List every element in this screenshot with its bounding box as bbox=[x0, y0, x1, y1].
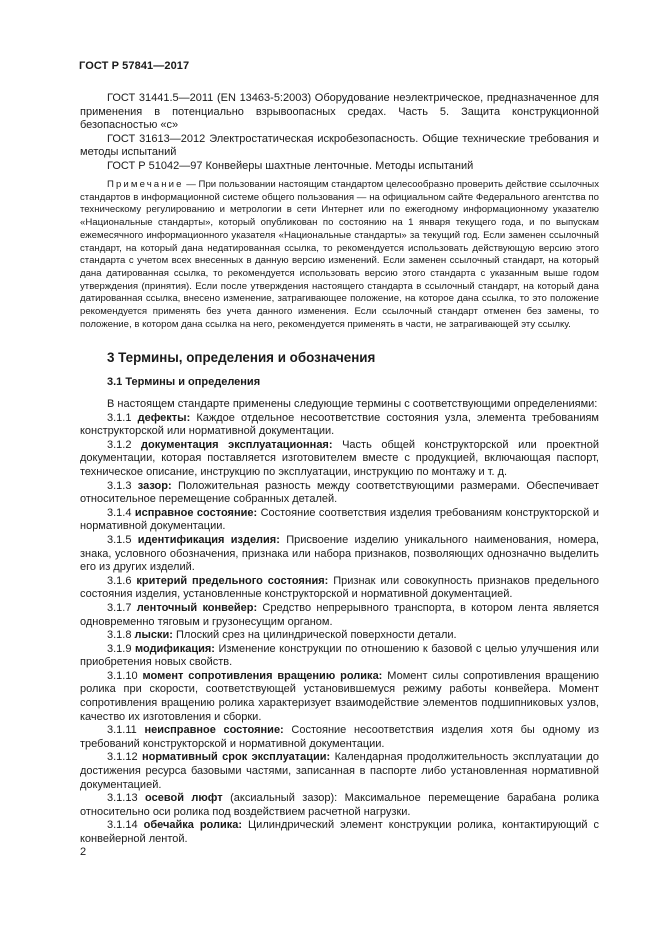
term-entry bbox=[80, 575, 599, 602]
term-number: 3.1.12 bbox=[107, 751, 142, 764]
term-entry bbox=[80, 724, 599, 751]
term-number: 3.1.11 bbox=[107, 724, 145, 737]
term-entry bbox=[80, 670, 599, 724]
term-number: 3.1.9 bbox=[107, 642, 135, 655]
term-number: 3.1.10 bbox=[107, 669, 143, 682]
term-definition: Средство непрерывного транспорта, в котором лента является одновременно тяговым и грузонесущим органом. bbox=[80, 601, 599, 628]
term-name: дефекты: bbox=[137, 411, 191, 424]
term-definition: Состояние соответствия изделия требованиям конструкторской и нормативной документации. bbox=[80, 506, 599, 533]
term-number: 3.1.1 bbox=[107, 411, 138, 424]
term-number: 3.1.3 bbox=[107, 479, 138, 492]
term-number: 3.1.6 bbox=[107, 574, 137, 587]
term-entry bbox=[80, 439, 599, 480]
term-name: неисправное состояние: bbox=[144, 724, 284, 737]
reference-item: ГОСТ 31613—2012 Электростатическая искробезопасность. Общие технические требования и методы испытаний bbox=[80, 132, 599, 159]
term-name: нормативный срок эксплуатации: bbox=[141, 751, 331, 764]
term-entry bbox=[80, 643, 599, 670]
term-number: 3.1.13 bbox=[107, 792, 146, 805]
term-name: документация эксплуатационная: bbox=[141, 438, 333, 451]
term-entry bbox=[80, 507, 599, 534]
term-entry bbox=[80, 819, 599, 846]
term-name: осевой люфт bbox=[145, 792, 223, 805]
page-number: 2 bbox=[80, 846, 87, 858]
term-name: критерий предельного состояния: bbox=[136, 574, 329, 587]
note-paragraph bbox=[80, 179, 599, 331]
term-name: ленточный конвейер: bbox=[136, 601, 258, 614]
term-name: модификация: bbox=[135, 642, 215, 655]
term-name: обечайка ролика: bbox=[143, 819, 243, 832]
term-number: 3.1.14 bbox=[107, 819, 144, 832]
term-entry bbox=[80, 534, 599, 575]
terms-list bbox=[80, 398, 599, 847]
term-entry bbox=[80, 792, 599, 819]
section-title: 3 Термины, определения и обозначения bbox=[107, 350, 376, 365]
term-entry bbox=[80, 629, 599, 643]
term-definition: Часть общей конструкторской или проектной документации, которая поставляется изготовителем вместе с продукцией, включающая паспорт, техническое описание, инструкцию по эксплуатации, инструкцию по монтажу и т. д. bbox=[80, 438, 599, 478]
term-definition: Каждое отдельное несоответствие состояния узла, элемента требованиям конструкторской или нормативной документации. bbox=[80, 411, 599, 438]
note-label: Примечание bbox=[107, 179, 184, 190]
subsection-title: 3.1 Термины и определения bbox=[107, 376, 261, 388]
term-number: 3.1.5 bbox=[107, 533, 138, 546]
term-number: 3.1.4 bbox=[107, 506, 135, 519]
term-entry bbox=[80, 412, 599, 439]
term-definition: Момент силы сопротивления вращению ролика при скорости, соответствующей установившемуся режиму работы конвейера. Момент сопротивления вращению ролика характеризует взаимодействие элементов подшипниковых узлов, качество их изготовления и сборки. bbox=[80, 669, 600, 723]
reference-item: ГОСТ Р 51042—97 Конвейеры шахтные ленточные. Методы испытаний bbox=[107, 159, 474, 172]
term-definition: Изменение конструкции по отношению к базовой с целью улучшения или приобретения новых свойств. bbox=[80, 642, 599, 669]
reference-item: ГОСТ 31441.5—2011 (EN 13463-5:2003) Оборудование неэлектрическое, предназначенное для применения в потенциально взрывоопасных средах. Часть 5. Защита конструкционной безопасностью «с» bbox=[80, 92, 599, 132]
term-definition: Состояние несоответствия изделия хотя бы одному из требований конструкторской и нормативной документации. bbox=[80, 724, 600, 750]
term-definition: Плоский срез на цилиндрической поверхности детали. bbox=[172, 629, 457, 642]
term-name: момент сопротивления вращению ролика: bbox=[142, 669, 383, 682]
term-definition: Цилиндрический элемент конструкции ролика, контактирующий с конвейерной лентой. bbox=[80, 819, 599, 845]
term-number: 3.1.7 bbox=[107, 601, 137, 614]
intro-paragraph: В настоящем стандарте применены следующие термины с соответствующими определениями: bbox=[107, 398, 598, 410]
term-name: исправное состояние: bbox=[134, 506, 258, 519]
running-header: ГОСТ Р 57841—2017 bbox=[79, 60, 190, 72]
term-name: лыски: bbox=[134, 629, 173, 642]
term-definition: Положительная разность между соответствующими размерами. Обеспечивает относительное перемещение собранных деталей. bbox=[80, 479, 599, 506]
term-definition: Присвоение изделию уникального наименования, номера, знака, условного обозначения, признака или набора признаков, позволяющих однозначно выделить его из других изделий. bbox=[80, 533, 599, 574]
term-definition: Календарная продолжительность эксплуатации до достижения ресурса базовыми частями, записанная в паспорте либо установленная нормативной документацией. bbox=[80, 751, 599, 791]
term-entry bbox=[80, 602, 599, 629]
normative-references bbox=[80, 92, 599, 174]
term-entry bbox=[80, 751, 599, 792]
term-entry bbox=[80, 480, 599, 507]
term-definition: Признак или совокупность признаков предельного состояния изделия, установленные конструкторской и нормативной документацией. bbox=[80, 574, 599, 601]
term-number: 3.1.8 bbox=[107, 629, 135, 642]
term-number: 3.1.2 bbox=[107, 438, 142, 451]
term-name: идентификация изделия: bbox=[137, 533, 280, 546]
term-name: зазор: bbox=[137, 479, 172, 492]
note-text: — При пользовании настоящим стандартом целесообразно проверить действие ссылочных стандартов в информационной системе общего пользования — на официальном сайте Федерального агентства по техническому регулированию и метрологии в сети Интернет или по ежегодному информационному указателю «Национальные стандарты», который опубликован по состоянию на 1 января текущего года, и по выпускам ежемесячного информационного указателя «Национальные стандарты» за текущий год. Если заменен ссылочный стандарт, на который дана недатированная ссылка, то рекомендуется использовать действующую версию этого стандарта с учетом всех внесенных в данную версию изменений. Если заменен ссылочный стандарт, на который дана датированная ссылка, то рекомендуется использовать версию этого стандарта с указанным выше годом утверждения (принятия). Если после утверждения настоящего стандарта в ссылочный стандарт, на который дана датированная ссылка, внесено изменение, затрагивающее положение, на которое дана ссылка, то это положение рекомендуется применять без учета данного изменения. Если ссылочный стандарт отменен без замены, то положение, в котором дана ссылка на него, рекомендуется применять в части, не затрагивающей эту ссылку. bbox=[80, 179, 599, 330]
term-definition: (аксиальный зазор): Максимальное перемещение барабана ролика относительно оси ролика под воздействием расчетной нагрузки. bbox=[80, 792, 599, 818]
note-block bbox=[80, 179, 599, 331]
